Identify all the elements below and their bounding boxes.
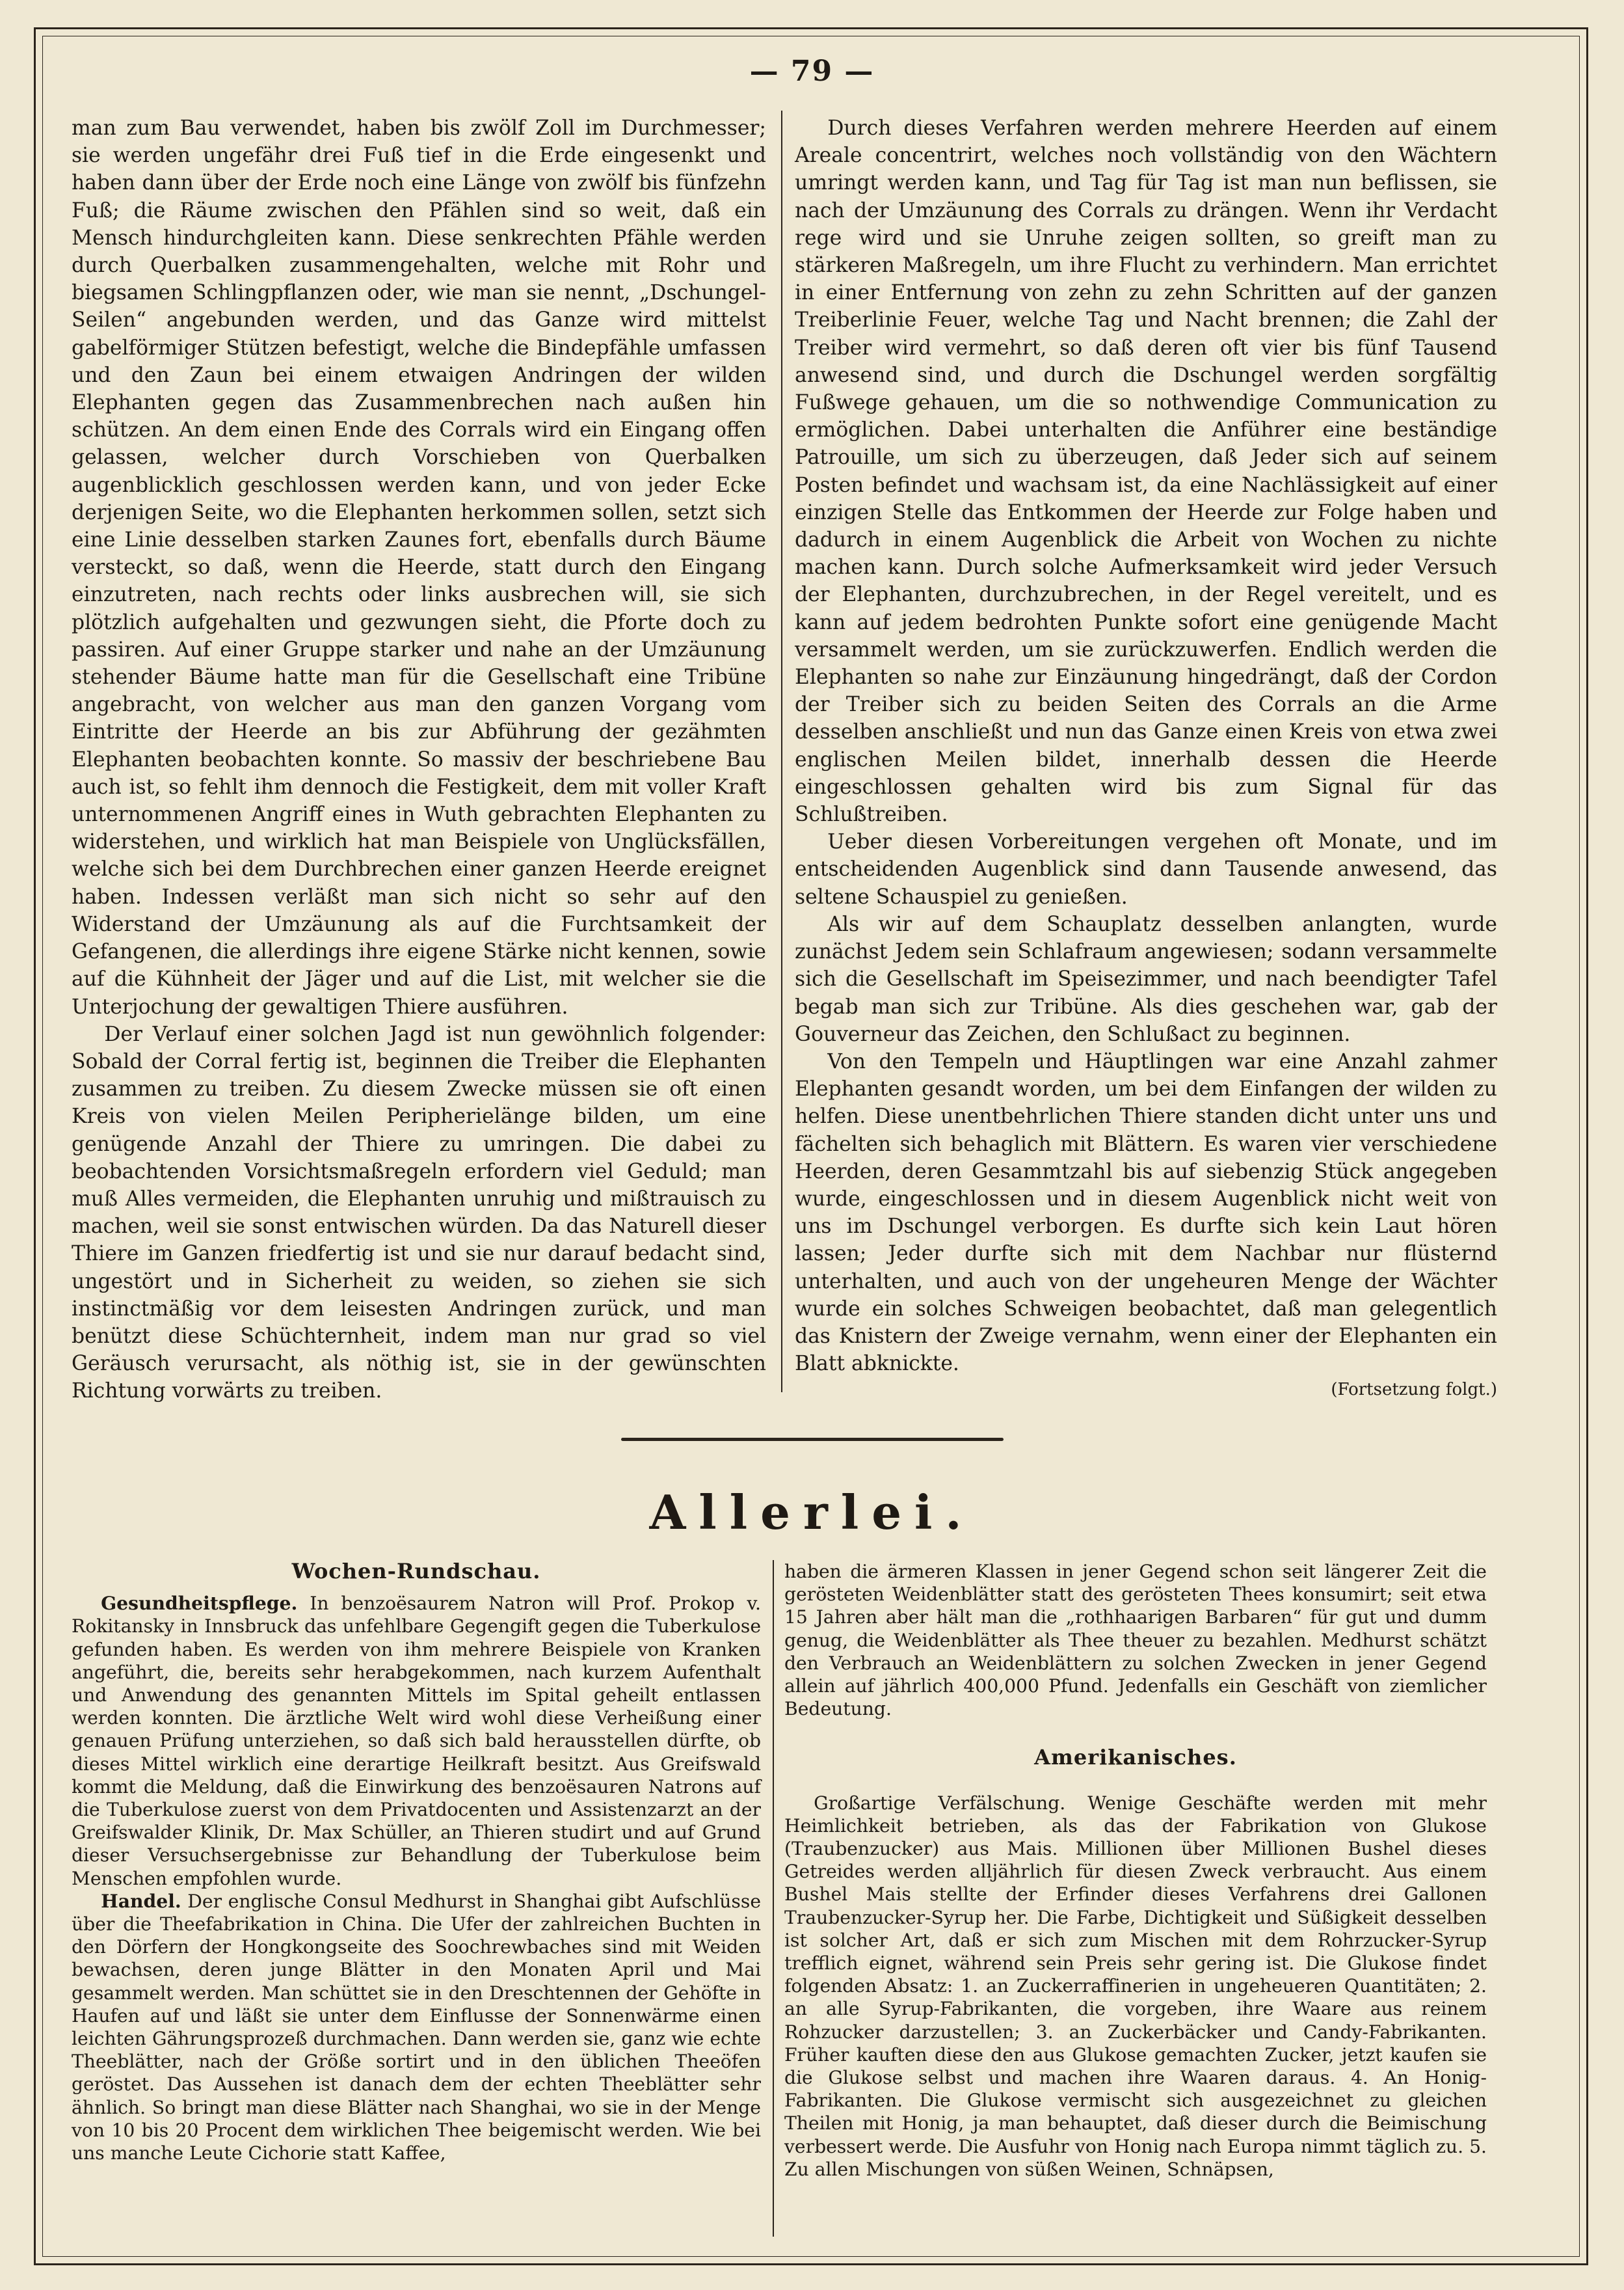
news-item (72, 1890, 761, 2164)
news-item-lead: Handel. (101, 1890, 181, 1912)
news-column-right (784, 1560, 1487, 2181)
article-paragraph: Von den Tempeln und Häuptlingen war eine Anzahl zahmer Elephanten gesandt worden, um bei dem Einfangen der wilden zu helfen. Diese unentbehrlichen Thiere standen dicht unter uns und fächelten sich behaglich mit Blättern. Es waren vier verschiedene Heerden, deren Gesammtzahl bis auf siebenzig Stück angegeben wurde, eingeschlossen und in diesem Augenblick nicht weit von uns im Dschungel verborgen. Es durfte sich kein Laut hören lassen; Jeder durfte sich mit dem Nachbar nur flüsternd unterhalten, und auch von der ungeheuren Menge der Wächter wurde ein solches Schweigen beobachtet, daß man gelegentlich das Knistern der Zweige vernahm, wenn einer der Elephanten ein Blatt abknickte. (795, 1049, 1497, 1376)
column-rule-top (781, 111, 782, 1392)
news-item: Großartige Verfälschung. Wenige Geschäfte werden mit mehr Heimlichkeit betrieben, als das der Fabrikation von Glukose (Traubenzucker) aus Mais. Millionen über Millionen Bushel dieses Getreides werden alljährlich für diesen Zweck verbraucht. Aus einem Bushel Mais stellte der Erfinder dieses Verfahrens drei Gallonen Traubenzucker-Syrup her. Die Farbe, Dichtigkeit und Süßigkeit desselben ist solcher Art, daß er sich zum Mischen mit dem Rohrzucker-Syrup trefflich eignet, während sein Preis sehr gering ist. Die Glukose findet folgenden Absatz: 1. an Zuckerraffinerien in ungeheueren Quantitäten; 2. an alle Syrup-Fabrikanten, die vorgeben, ihre Waare aus reinem Rohzucker darzustellen; 3. an Zuckerbäcker und Candy-Fabrikanten. Früher kauften diese den aus Glukose gemachten Zucker, jetzt kaufen sie die Glukose selbst und machen ihre Waaren daraus. 4. An Honig-Fabrikanten. Die Glukose vermischt sich ausgezeichnet zu gleichen Theilen mit Honig, ja man behauptet, daß dieser durch die Beimischung verbessert werde. Die Ausfuhr von Honig nach Europa nimmt täglich zu. 5. Zu allen Mischungen von süßen Weinen, Schnäpsen, (784, 1792, 1487, 2180)
news-item-lead: Gesundheitspflege. (101, 1593, 298, 1615)
news-item (72, 1592, 761, 1890)
news-item-text: Der englische Consul Medhurst in Shanghai gibt Aufschlüsse über die Theefabrikation in China. Die Ufer der zahlreichen Buchten in den Dörfern der Hongkongseite des Soochrewbaches sind mit Weiden bewachsen, deren junge Blätter in den Monaten April und Mai gesammelt werden. Man schüttet sie in den Dreschtennen der Gehöfte in Haufen auf und läßt sie unter dem Einflusse der Sonnenwärme einen leichten Gährungsprozeß durchmachen. Dann werden sie, ganz wie echte Theeblätter, nach der Größe sortirt und in den üblichen Theeöfen geröstet. Das Aussehen ist danach dem der echten Theeblätter sehr ähnlich. So bringt man diese Blätter nach Shanghai, wo sie in der Menge von 10 bis 20 Procent dem wirklichen Thee beigemischt werden. Wie bei uns manche Leute Cichorie statt Kaffee, (72, 1890, 761, 2164)
article-paragraph: man zum Bau verwendet, haben bis zwölf Zoll im Durchmesser; sie werden ungefähr drei Fuß tief in die Erde eingesenkt und haben dann über der Erde noch eine Länge von zwölf bis fünfzehn Fuß; die Räume zwischen den Pfählen sind so weit, daß ein Mensch hindurchgleiten kann. Diese senkrechten Pfähle werden durch Querbalken zusammengehalten, welche mit Rohr und biegsamen Schlingpflanzen oder, wie man sie nennt, „Dschungel-Seilen“ angebunden werden, und das Ganze wird mittelst gabelförmiger Stützen befestigt, welche die Bindepfähle umfassen und den Zaun bei einem etwaigen Andringen der wilden Elephanten gegen das Zusammenbrechen nach außen hin schützen. An dem einen Ende des Corrals wird ein Eingang offen gelassen, welcher durch Vorschieben von Querbalken augenblicklich geschlossen werden kann, und von jeder Ecke derjenigen Seite, wo die Elephanten herkommen sollen, setzt sich eine Linie desselben starken Zaunes fort, ebenfalls durch Bäume versteckt, so daß, wenn die Heerde, statt durch den Eingang einzutreten, nach rechts oder links ausbrechen will, sie sich plötzlich aufgehalten und gezwungen sieht, die Pforte doch zu passiren. Auf einer Gruppe starker und nahe an der Umzäunung stehender Bäume hatte man für die Gesellschaft eine Tribüne angebracht, von welcher aus man den ganzen Vorgang vom Eintritte der Heerde an bis zur Abführung der gezähmten Elephanten beobachten konnte. So massiv der beschriebene Bau auch ist, so fehlt ihm dennoch die Festigkeit, dem mit voller Kraft unternommenen Angriff eines in Wuth gebrachten Elephanten zu widerstehen, und wirklich hat man Beispiele von Unglücksfällen, welche sich bei dem Durchbrechen einer ganzen Heerde ereignet haben. Indessen verläßt man sich nicht so sehr auf den Widerstand der Umzäunung als auf die Furchtsamkeit der Gefangenen, die allerdings ihre eigene Stärke nicht kennen, sowie auf die Kühnheit der Jäger und auf die List, mit welcher sie die Unterjochung der gewaltigen Thiere ausführen. (72, 116, 766, 1019)
news-column-left (72, 1560, 761, 2164)
article-paragraph: Als wir auf dem Schauplatz desselben anlangten, wurde zunächst Jedem sein Schlafraum angewiesen; sodann versammelte sich die Gesellschaft im Speisezimmer, und nach beendigter Tafel begab man sich zur Tribüne. Als dies geschehen war, gab der Gouverneur das Zeichen, den Schlußact zu beginnen. (795, 912, 1497, 1046)
news-item-continuation: haben die ärmeren Klassen in jener Gegend schon seit längerer Zeit die gerösteten Weidenblätter statt des gerösteten Thees konsumirt; seit etwa 15 Jahren aber hält man die „rothhaarigen Barbaren“ für gut und dumm genug, die Weidenblätter als Thee theuer zu bezahlen. Medhurst schätzt den Verbrauch an Weidenblättern zu solchen Zwecken in jener Gegend allein auf jährlich 400,000 Pfund. Jedenfalls ein Geschäft von ziemlicher Bedeutung. (784, 1561, 1487, 1720)
subsection-heading: Amerikanisches. (1034, 1745, 1237, 1770)
section-divider (621, 1438, 1004, 1441)
article-paragraph: Ueber diesen Vorbereitungen vergehen oft Monate, und im entscheidenden Augenblick sind dann Tausende anwesend, das seltene Schauspiel zu genießen. (795, 830, 1497, 909)
continuation-note: (Fortsetzung folgt.) (1331, 1380, 1497, 1400)
section-title: Allerlei. (649, 1485, 975, 1540)
page-number: — 79 — (749, 55, 875, 88)
subsection-heading: Wochen-Rundschau. (291, 1559, 541, 1583)
article-paragraph: Der Verlauf einer solchen Jagd ist nun gewöhnlich folgender: Sobald der Corral fertig ist, beginnen die Treiber die Elephanten zusammen zu treiben. Zu diesem Zwecke müssen sie oft einen Kreis von vielen Meilen Peripherielänge bilden, um eine genügende Anzahl der Thiere zu umringen. Die dabei zu beobachtenden Vorsichtsmaßregeln erfordern viel Geduld; man muß Alles vermeiden, die Elephanten unruhig und mißtrauisch zu machen, weil sie sonst entwischen würden. Da das Naturell dieser Thiere im Ganzen friedfertig ist und sie nur darauf bedacht sind, ungestört und in Sicherheit zu weiden, so ziehen sie sich instinctmäßig vor dem leisesten Andringen zurück, und man benützt diese Schüchternheit, indem man nur grad so viel Geräusch verursacht, als nöthig ist, sie in der gewünschten Richtung vorwärts zu treiben. (72, 1022, 766, 1403)
article-paragraph: Durch dieses Verfahren werden mehrere Heerden auf einem Areale concentrirt, welches noch vollständig von den Wächtern umringt werden kann, und Tag für Tag ist man nun beflissen, sie nach der Umzäunung des Corrals zu drängen. Wenn ihr Verdacht rege wird und sie Unruhe zeigen sollten, so greift man zu stärkeren Maßregeln, um ihre Flucht zu verhindern. Man errichtet in einer Entfernung von zehn zu zehn Schritten auf der ganzen Treiberlinie Feuer, welche Tag und Nacht brennen; die Zahl der Treiber wird vermehrt, so daß deren oft vier bis fünf Tausend anwesend sind, und durch die Dschungel werden sorgfältig Fußwege gehauen, um die so nothwendige Communication zu ermöglichen. Dabei unterhalten die Anführer eine beständige Patrouille, um sich zu überzeugen, daß Jeder sich auf seinem Posten befindet und wachsam ist, da eine Nachlässigkeit auf einer einzigen Stelle das Entkommen der Heerde zur Folge haben und dadurch in einem Augenblick die Arbeit von Wochen zu nichte machen kann. Durch solche Aufmerksamkeit wird jeder Versuch der Elephanten, durchzubrechen, in der Regel vereitelt, und es kann auf jedem bedrohten Punkte sofort eine genügende Macht versammelt werden, um sie zurückzuwerfen. Endlich werden die Elephanten so nahe zur Einzäunung hingedrängt, daß der Cordon der Treiber sich zu beiden Seiten des Corrals an die Arme desselben anschließt und nun das Ganze einen Kreis von etwa zwei englischen Meilen bildet, innerhalb dessen die Heerde eingeschlossen gehalten wird bis zum Signal für das Schlußtreiben. (795, 116, 1497, 827)
column-rule-bottom (773, 1560, 774, 2237)
article-column-right (795, 114, 1497, 1401)
news-item-text: In benzoësaurem Natron will Prof. Prokop v. Rokitansky in Innsbruck das unfehlbare Gegengift gegen die Tuberkulose gefunden haben. Es werden von ihm mehrere Beispiele von Kranken angeführt, die, bereits sehr herabgekommen, nach kurzem Aufenthalt und Anwendung des genannten Mittels im Spital geheilt entlassen werden konnten. Die ärztliche Welt wird wohl diese Verheißung einer genauen Prüfung unterziehen, so daß sich bald herausstellen dürfte, ob dieses Mittel wirklich eine derartige Heilkraft besitzt. Aus Greifswald kommt die Meldung, daß die Einwirkung des benzoësauren Natrons auf die Tuberkulose zuerst von dem Privatdocenten und Assistenzarzt an der Greifswalder Klinik, Dr. Max Schüller, an Thieren studirt und auf Grund dieser Versuchsergebnisse zur Behandlung der Tuberkulose beim Menschen empfohlen wurde. (72, 1593, 761, 1889)
article-column-left (72, 114, 766, 1405)
